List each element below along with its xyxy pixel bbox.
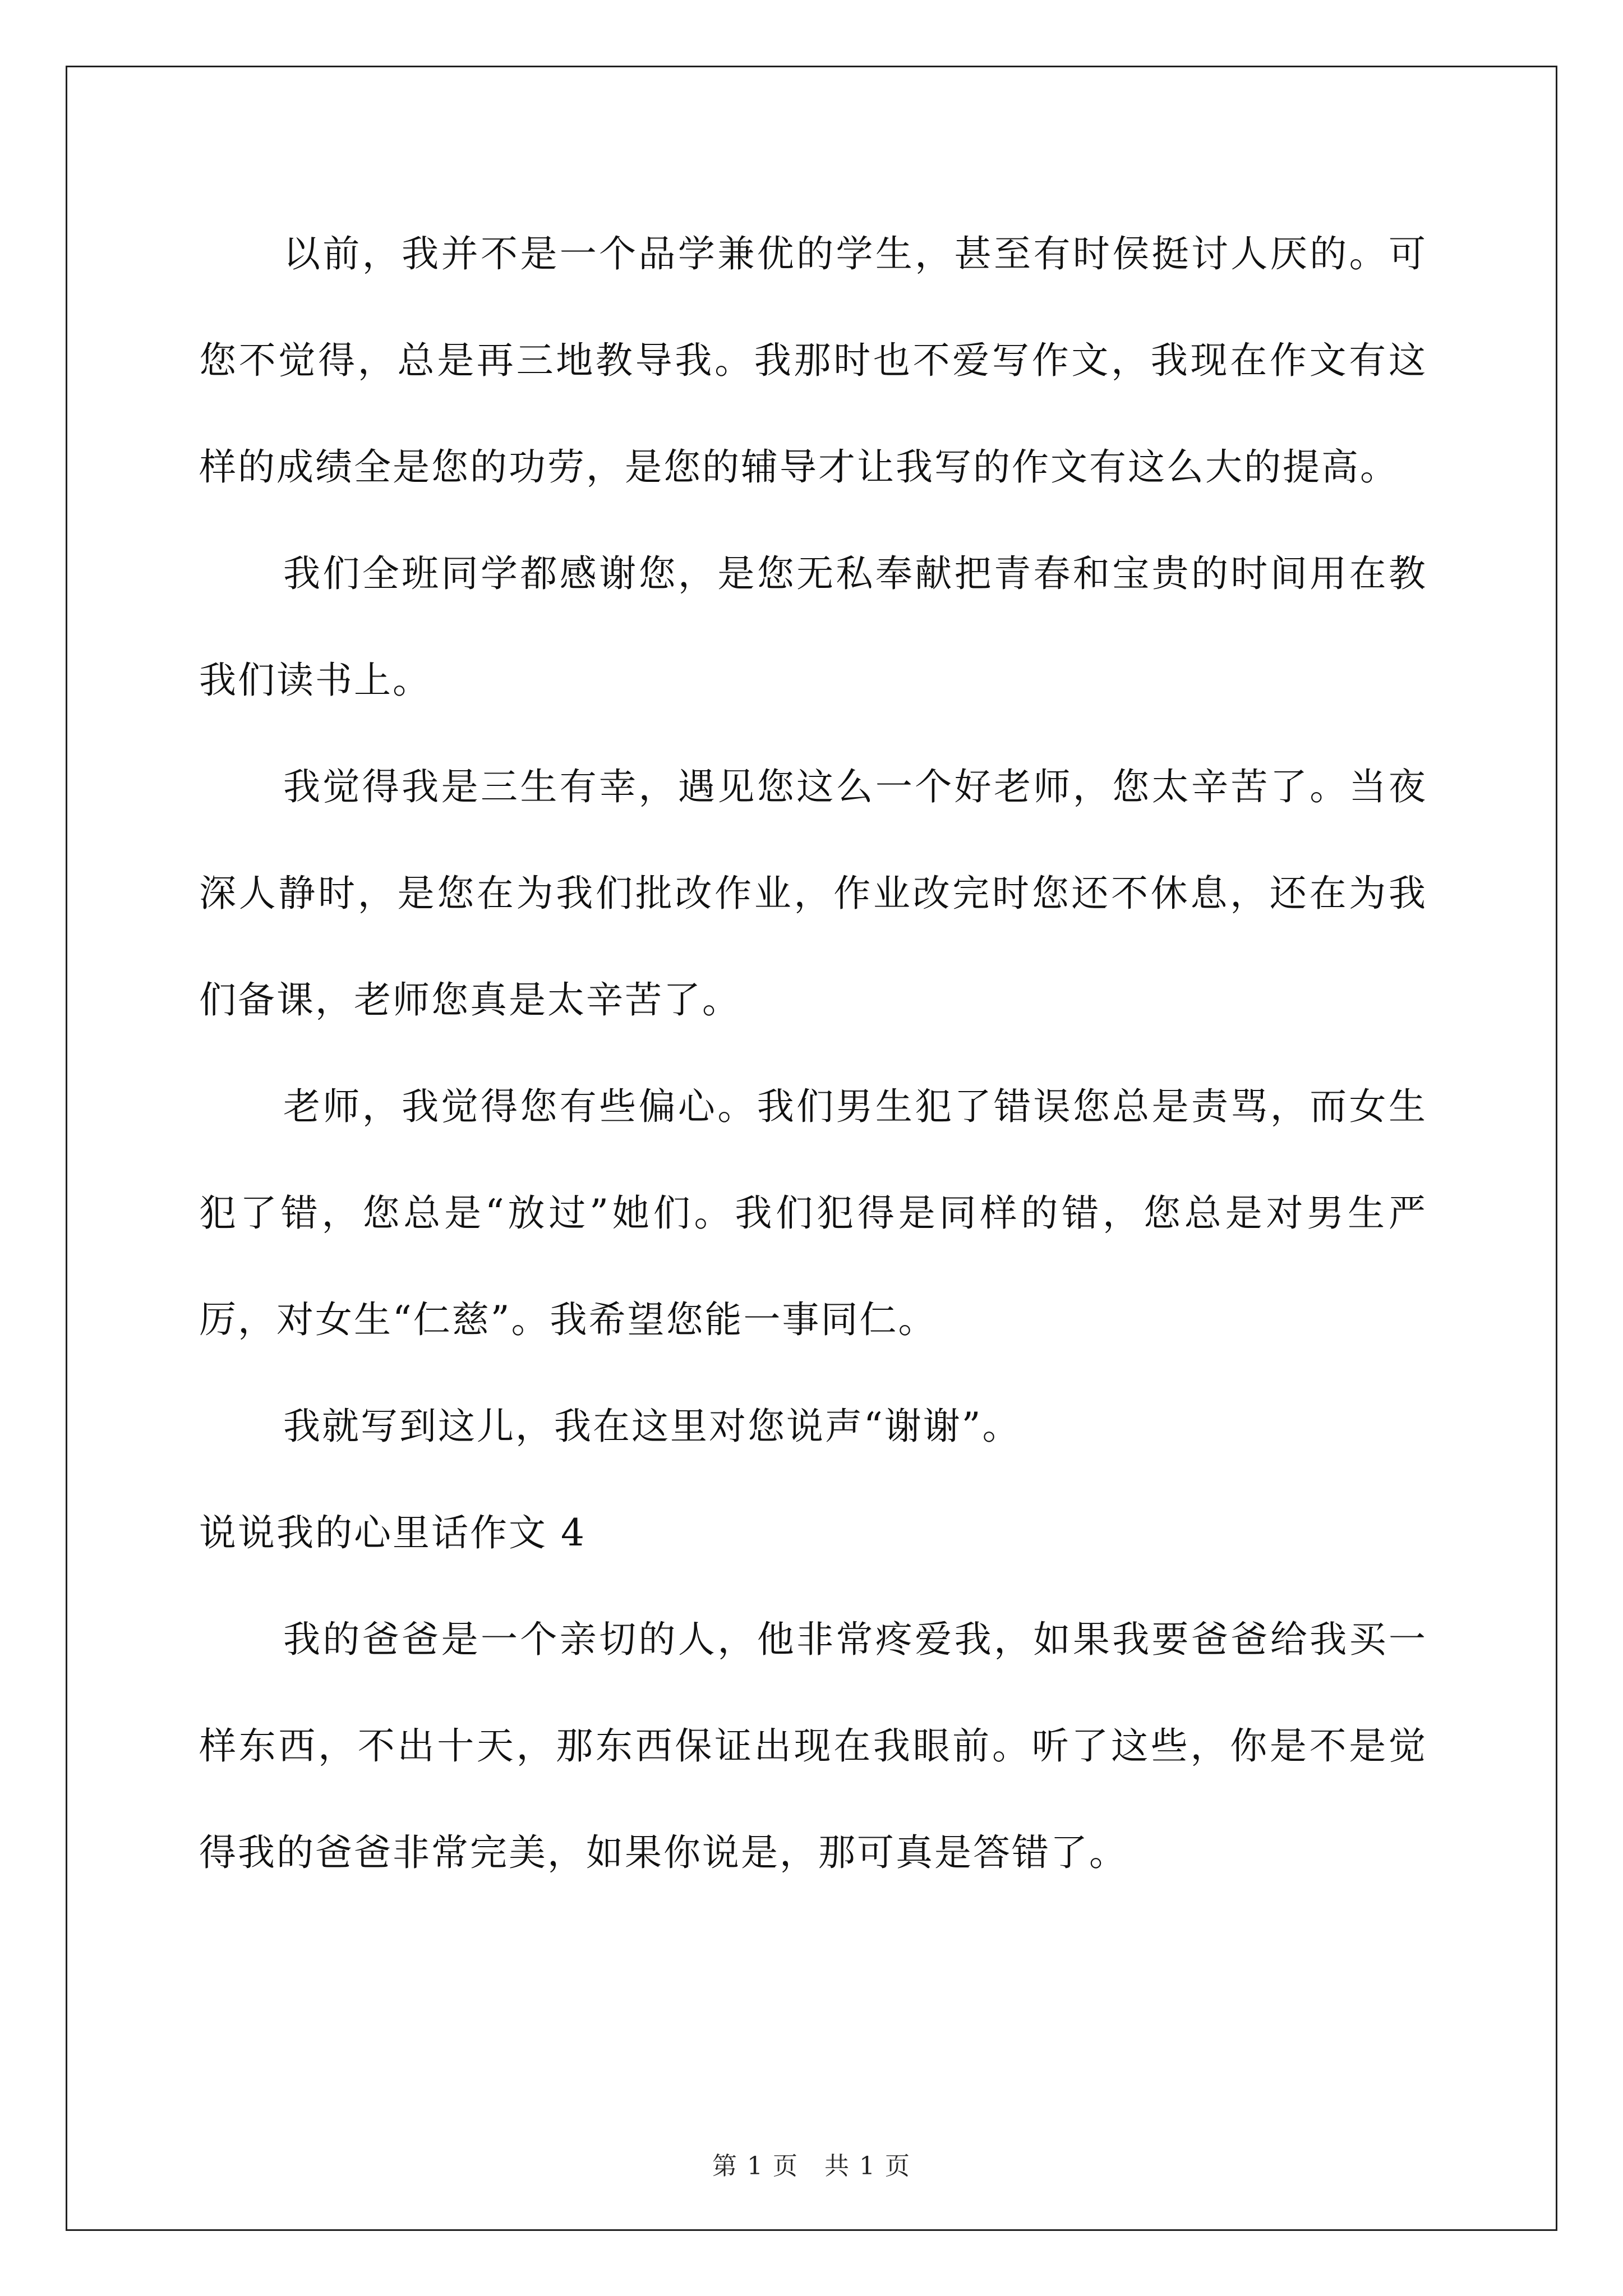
page-number-footer: 第 1 页 共 1 页 (712, 2152, 911, 2180)
paragraph-1: 以前，我并不是一个品学兼优的学生，甚至有时侯挺讨人厌的。可您不觉得，总是再三地教导我。我那时也不爱写作文，我现在作文有这样的成绩全是您的功劳，是您的辅导才让我写的作文有这么大的提高。 (199, 232, 1427, 489)
paragraph-2: 我们全班同学都感谢您，是您无私奉献把青春和宝贵的时间用在教我们读书上。 (199, 552, 1427, 702)
section-paragraph-1: 我的爸爸是一个亲切的人，他非常疼爱我，如果我要爸爸给我买一样东西，不出十天，那东西保证出现在我眼前。听了这些，你是不是觉得我的爸爸非常完美，如果你说是，那可真是答错了。 (199, 1618, 1427, 1874)
section-heading: 说说我的心里话作文 4 (199, 1511, 586, 1554)
paragraph-3: 我觉得我是三生有幸，遇见您这么一个好老师，您太辛苦了。当夜深人静时，是您在为我们批改作业，作业改完时您还不休息，还在为我们备课，老师您真是太辛苦了。 (199, 765, 1427, 1022)
document-body (199, 201, 1427, 1906)
paragraph-4: 老师，我觉得您有些偏心。我们男生犯了错误您总是责骂，而女生犯了错，您总是“放过”她们。我们犯得是同样的错，您总是对男生严厉，对女生“仁慈”。我希望您能一事同仁。 (199, 1085, 1427, 1341)
paragraph-5: 我就写到这儿，我在这里对您说声“谢谢”。 (283, 1405, 1021, 1448)
